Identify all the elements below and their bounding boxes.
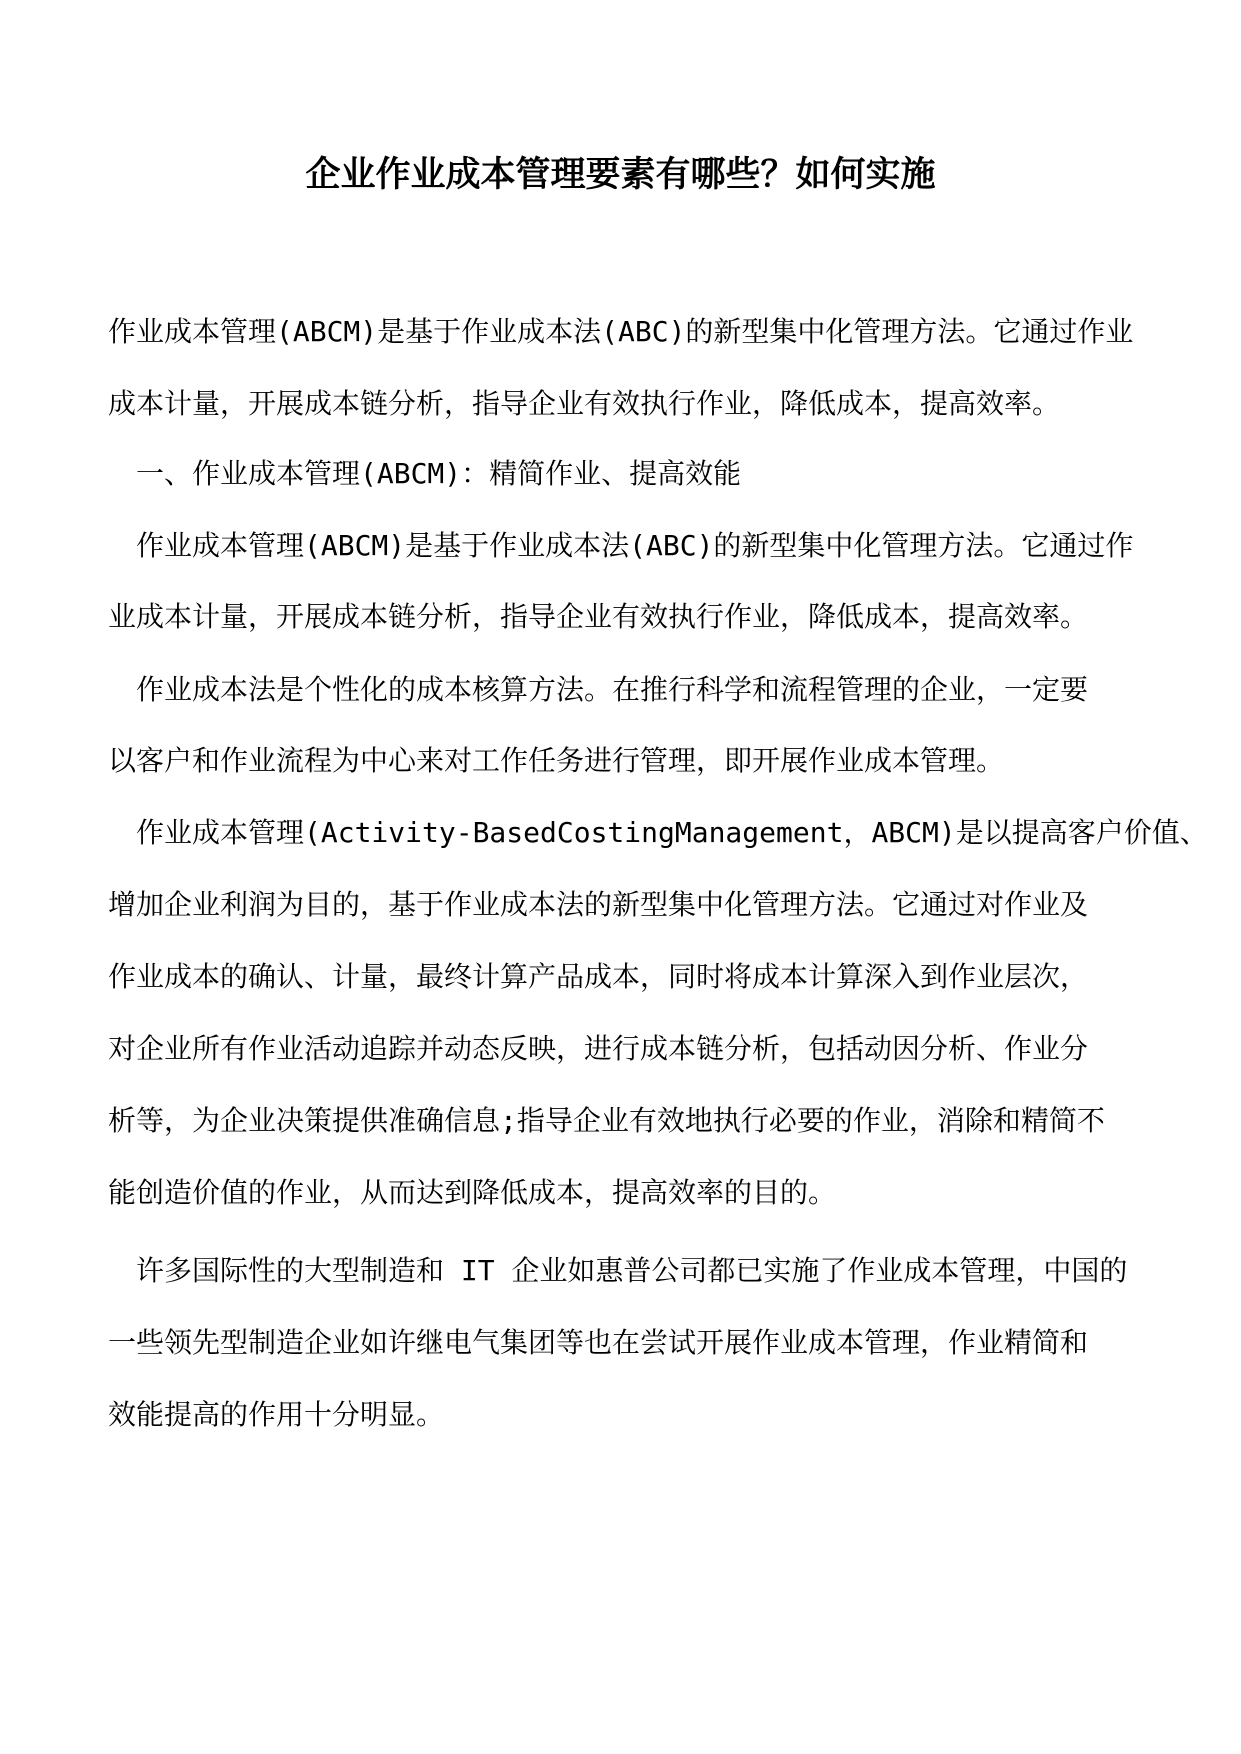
paragraph-3-line-3: 作业成本的确认、计量，最终计算产品成本，同时将成本计算深入到作业层次，: [108, 960, 1089, 993]
paragraph-2-line-1: 作业成本法是个性化的成本核算方法。在推行科学和流程管理的企业，一定要: [136, 673, 1089, 706]
section-heading-1: 一、作业成本管理(ABCM)：精简作业、提高效能: [136, 457, 742, 490]
paragraph-3-line-5: 析等，为企业决策提供准确信息;指导企业有效地执行必要的作业，消除和精简不: [108, 1104, 1105, 1137]
paragraph-3-line-1: 作业成本管理(Activity-BasedCostingManagement，ABCM)是以提高客户价值、: [136, 816, 1208, 849]
paragraph-1-line-1: 作业成本管理(ABCM)是基于作业成本法(ABC)的新型集中化管理方法。它通过作: [136, 529, 1134, 562]
paragraph-3-line-2: 增加企业利润为目的，基于作业成本法的新型集中化管理方法。它通过对作业及: [108, 888, 1089, 921]
paragraph-4-line-3: 效能提高的作用十分明显。: [108, 1398, 445, 1431]
paragraph-4-line-1: 许多国际性的大型制造和 IT 企业如惠普公司都已实施了作业成本管理，中国的: [136, 1254, 1128, 1287]
paragraph-3-line-4: 对企业所有作业活动追踪并动态反映，进行成本链分析，包括动因分析、作业分: [108, 1032, 1089, 1065]
paragraph-1-line-2: 业成本计量，开展成本链分析，指导企业有效执行作业，降低成本，提高效率。: [108, 600, 1089, 633]
paragraph-4-line-2: 一些领先型制造企业如许继电气集团等也在尝试开展作业成本管理，作业精简和: [108, 1326, 1089, 1359]
document-title: 企业作业成本管理要素有哪些？如何实施: [305, 154, 936, 195]
intro-line-1: 作业成本管理(ABCM)是基于作业成本法(ABC)的新型集中化管理方法。它通过作业: [108, 315, 1134, 348]
paragraph-2-line-2: 以客户和作业流程为中心来对工作任务进行管理，即开展作业成本管理。: [108, 744, 1005, 777]
intro-line-2: 成本计量，开展成本链分析，指导企业有效执行作业，降低成本，提高效率。: [108, 387, 1061, 420]
paragraph-3-line-6: 能创造价值的作业，从而达到降低成本，提高效率的目的。: [108, 1176, 837, 1209]
